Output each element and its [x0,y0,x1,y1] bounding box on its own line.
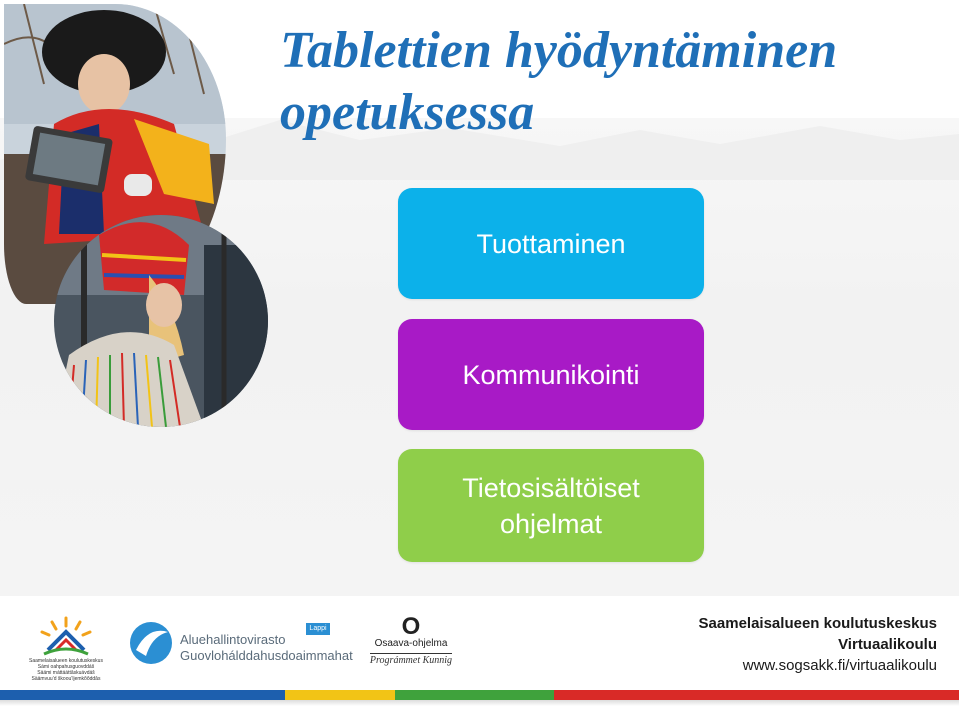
osaava-sami-name: Prográmmet Kunnig [369,655,453,666]
avi-name-se: Guovlohálddahusdoaimmahat [180,648,353,663]
slide-title [280,20,940,144]
organization-info [699,613,937,676]
stripe-shadow [0,700,959,706]
org-url[interactable]: www.sogsakk.fi/virtuaalikoulu [742,657,937,674]
stripe-yellow [285,690,395,700]
stripe-green [395,690,555,700]
osaava-letter: O [401,613,421,640]
box-label: Tietosisältöiset ohjelmat [462,472,640,539]
avi-name-fi: Aluehallintovirasto [180,632,286,647]
osaava-name: Osaava-ohjelma [374,638,448,649]
osaava-ohjelma-logo [368,613,454,672]
stripe-blue [0,690,285,700]
org-unit: Virtuaalikoulu [838,636,937,653]
stripe-red [554,690,959,700]
avi-emblem-icon [128,620,174,666]
avi-region-badge: Lappi [306,623,330,635]
box-tietosisaltoiset-ohjelmat [398,449,704,562]
sami-girl-costume-photo [54,215,268,427]
box-label: Kommunikointi [462,359,640,390]
aluehallintovirasto-logo [128,620,353,670]
box-tuottaminen [398,188,704,299]
box-label: Tuottaminen [476,228,626,259]
color-stripe [0,690,959,700]
sogsakk-logo [26,614,106,680]
org-name: Saamelaisalueen koulutuskeskus [698,615,937,632]
box-kommunikointi [398,319,704,430]
title-line-1: Tablettien hyödyntäminen [280,22,838,79]
sogsakk-logo-caption: Saamelaisalueen koulutuskeskus Sámi oahpahusguovddáš Säämi máttááttâskuávdáš Säämvuu’d škoou’ljemkõõddâs [29,658,103,682]
sun-logo-icon [26,614,106,658]
title-line-2: opetuksessa [280,84,535,141]
